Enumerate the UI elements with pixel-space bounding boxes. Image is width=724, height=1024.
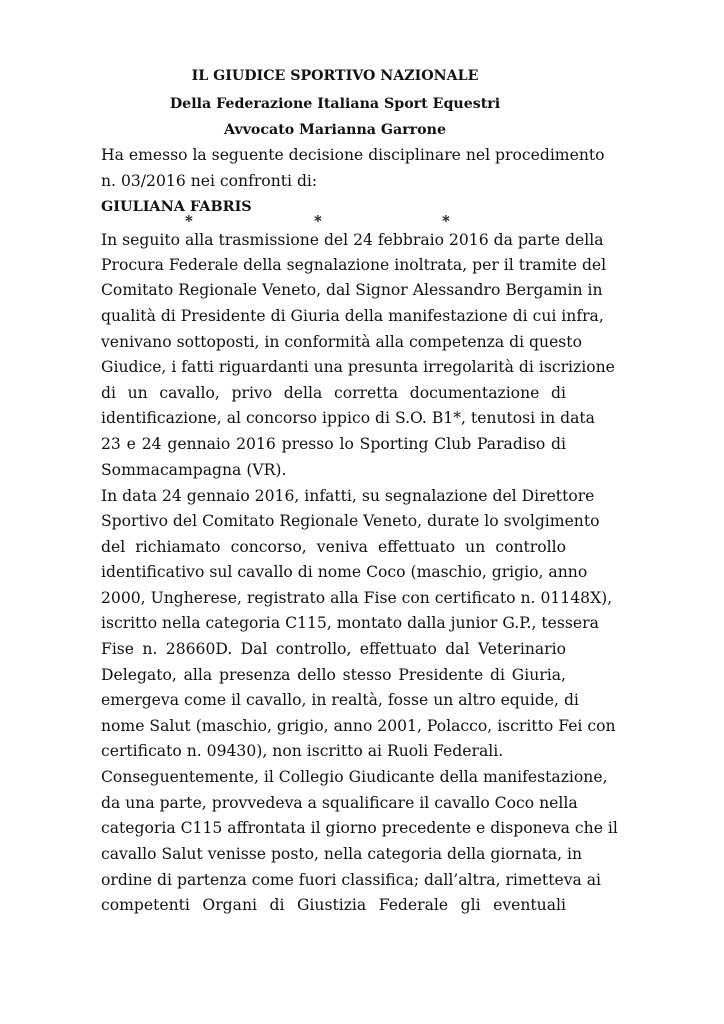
body-line: categoria C115 affrontata il giorno precedente e disponeva che il — [101, 819, 618, 837]
body-line: cavallo Salut venisse posto, nella categoria della giornata, in — [101, 845, 583, 863]
body-line: Comitato Regionale Veneto, dal Signor Alessandro Bergamin in — [101, 281, 603, 299]
body-line: Sommacampagna (VR). — [101, 461, 287, 479]
page-title: IL GIUDICE SPORTIVO NAZIONALE — [191, 68, 479, 84]
body-line: Sportivo del Comitato Regionale Veneto, durate lo svolgimento — [101, 512, 600, 530]
body-line: 23 e 24 gennaio 2016 presso lo Sporting Club Paradiso di — [101, 435, 566, 453]
federation-subtitle: Della Federazione Italiana Sport Equestri — [169, 96, 501, 112]
intro-line: n. 03/2016 nei confronti di: — [101, 172, 318, 190]
body-line: nome Salut (maschio, grigio, anno 2001, Polacco, iscritto Fei con — [101, 717, 616, 735]
body-line: iscritto nella categoria C115, montato dalla junior G.P., tessera — [101, 614, 599, 632]
body-line: venivano sottoposti, in conformità alla competenza di questo — [101, 333, 582, 351]
body-line: Procura Federale della segnalazione inoltrata, per il tramite del — [101, 256, 607, 274]
body-line: In data 24 gennaio 2016, infatti, su segnalazione del Direttore — [101, 487, 595, 505]
body-line: identificazione, al concorso ippico di S.O. B1*, tenutosi in data — [101, 409, 595, 427]
body-line: ordine di partenza come fuori classifica; dall’altra, rimetteva ai — [101, 871, 602, 889]
body-line: Fise n. 28660D. Dal controllo, effettuato dal Veterinario — [101, 640, 566, 658]
body-line: da una parte, provvedeva a squalificare il cavallo Coco nella — [101, 794, 578, 812]
body-line: emergeva come il cavallo, in realtà, fosse un altro equide, di — [101, 691, 579, 709]
separator-asterisk: * — [185, 212, 193, 230]
separator-asterisk: * — [314, 212, 322, 230]
body-line: Delegato, alla presenza dello stesso Presidente di Giuria, — [101, 666, 566, 684]
body-line: del richiamato concorso, veniva effettuato un controllo — [101, 538, 566, 556]
body-line: In seguito alla trasmissione del 24 febbraio 2016 da parte della — [101, 231, 604, 249]
body-line: competenti Organi di Giustizia Federale gli eventuali — [101, 896, 566, 914]
body-line: Conseguentemente, il Collegio Giudicante della manifestazione, — [101, 768, 608, 786]
body-line: Giudice, i fatti riguardanti una presunta irregolarità di iscrizione — [101, 358, 615, 376]
body-line: identificativo sul cavallo di nome Coco (maschio, grigio, anno — [101, 563, 588, 581]
body-line: qualità di Presidente di Giuria della manifestazione di cui infra, — [101, 307, 604, 325]
body-line: di un cavallo, privo della corretta documentazione di — [101, 384, 566, 402]
defendant-name: GIULIANA FABRIS — [101, 198, 252, 215]
intro-line: Ha emesso la seguente decisione disciplinare nel procedimento — [101, 146, 605, 164]
body-line: 2000, Ungherese, registrato alla Fise con certificato n. 01148X), — [101, 589, 613, 607]
body-line: certificato n. 09430), non iscritto ai Ruoli Federali. — [101, 742, 504, 760]
judge-name: Avvocato Marianna Garrone — [224, 122, 446, 138]
separator-asterisk: * — [442, 212, 450, 230]
